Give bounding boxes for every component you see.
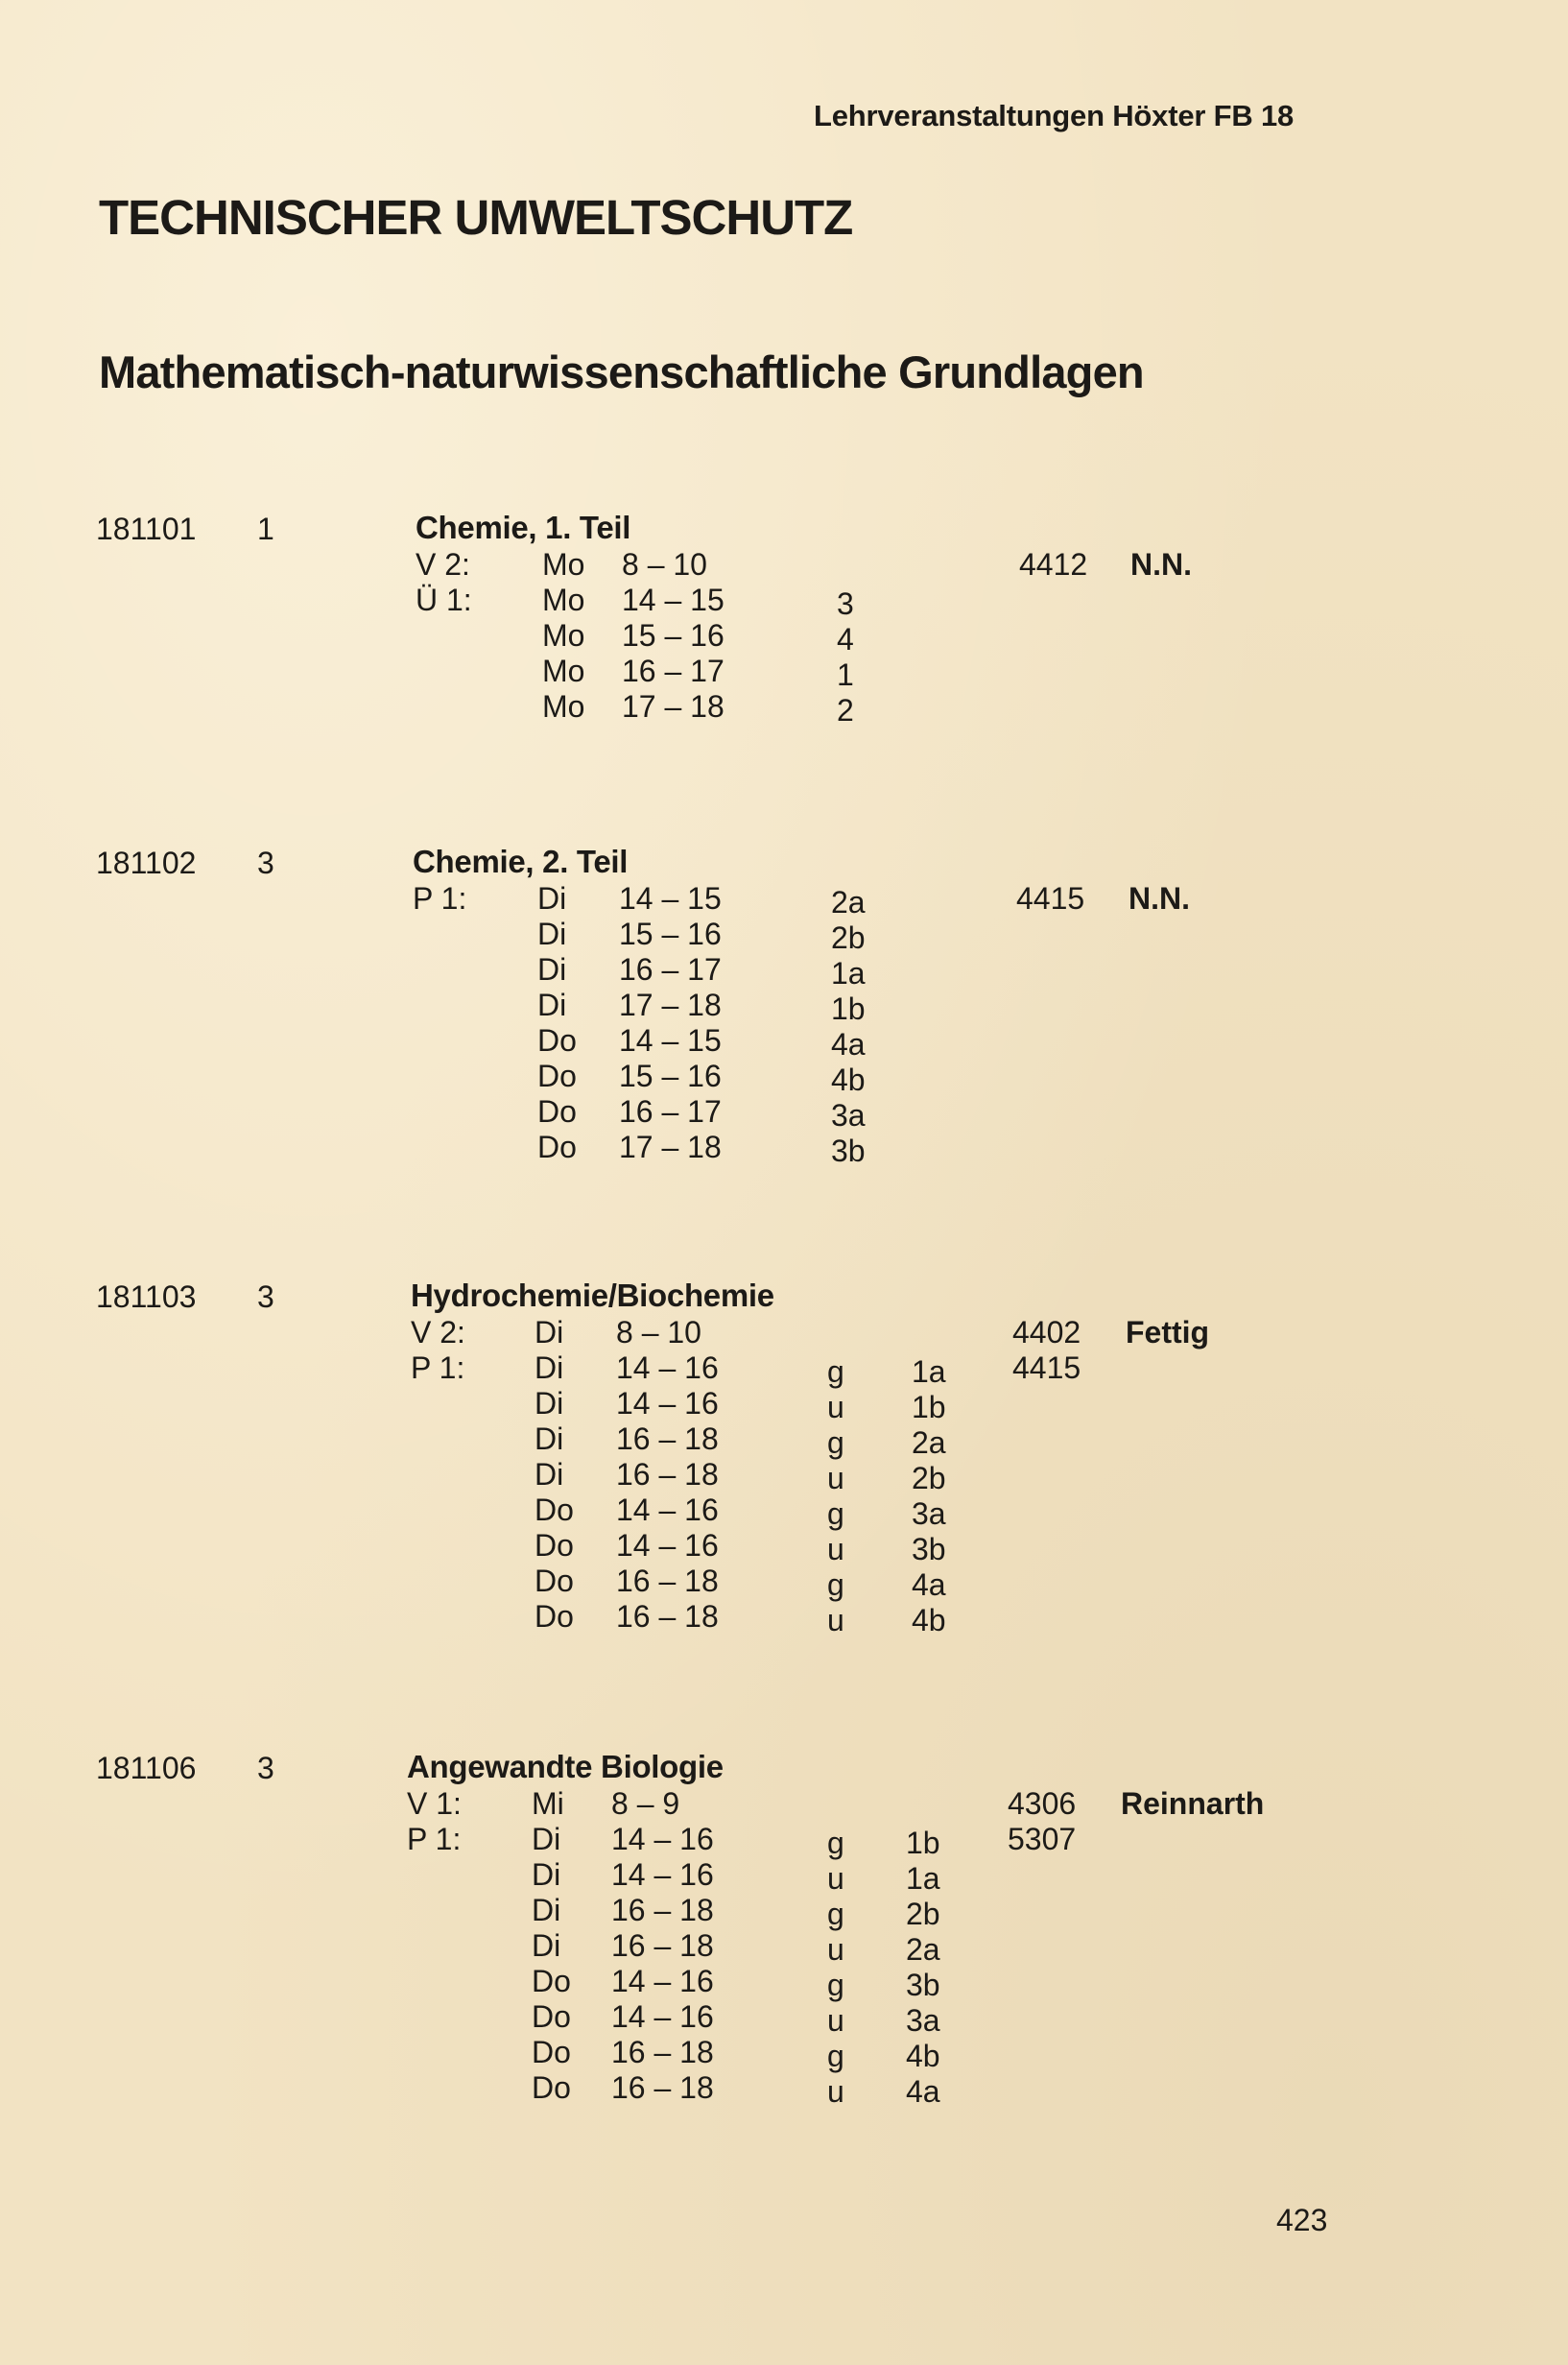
session-day: Do <box>535 1493 574 1527</box>
session-kind: g <box>827 2039 844 2073</box>
session-time: 17 – 18 <box>619 1130 722 1164</box>
session-group: 1a <box>906 1861 940 1896</box>
session-day: Di <box>535 1457 564 1492</box>
session-group: 3a <box>912 1496 946 1531</box>
session-group: 1a <box>831 956 866 991</box>
session-day: Do <box>535 1564 574 1598</box>
course-title: Hydrochemie/Biochemie <box>411 1278 774 1313</box>
course-hours: 1 <box>257 512 274 546</box>
course-number: 181102 <box>96 846 197 880</box>
session-type: V 1: <box>407 1786 462 1821</box>
page-number: 423 <box>1276 2203 1328 2237</box>
section-title: Mathematisch-naturwissenschaftliche Grundlagen <box>99 346 1144 397</box>
session-group: 1b <box>906 1826 940 1860</box>
session-day: Do <box>532 2070 571 2105</box>
room-number: 4402 <box>1012 1315 1081 1350</box>
session-group: 4a <box>906 2074 940 2109</box>
session-day: Do <box>537 1130 577 1164</box>
session-day: Di <box>532 1928 561 1963</box>
running-header: Lehrveranstaltungen Höxter FB 18 <box>814 99 1295 132</box>
session-time: 16 – 17 <box>622 654 725 688</box>
session-day: Di <box>535 1350 564 1385</box>
session-day: Di <box>535 1421 564 1456</box>
session-day: Do <box>532 2035 571 2069</box>
lecturer-name: N.N. <box>1128 881 1190 916</box>
session-group: 4b <box>912 1603 946 1637</box>
session-day: Di <box>537 881 567 916</box>
session-day: Do <box>537 1023 577 1058</box>
course-hours: 3 <box>257 1279 274 1314</box>
session-day: Di <box>532 1822 561 1856</box>
session-type: P 1: <box>407 1822 462 1856</box>
session-kind: u <box>827 2074 844 2109</box>
session-day: Di <box>535 1315 564 1350</box>
session-day: Di <box>537 917 567 951</box>
session-kind: g <box>827 1425 844 1460</box>
session-time: 14 – 16 <box>611 1964 714 1998</box>
course-title: Angewandte Biologie <box>407 1749 724 1784</box>
session-kind: g <box>827 1567 844 1602</box>
session-kind: g <box>827 1826 844 1860</box>
session-time: 16 – 17 <box>619 952 722 987</box>
session-kind: u <box>827 1861 844 1896</box>
session-type: V 2: <box>416 547 470 582</box>
session-day: Do <box>532 1964 571 1998</box>
room-number: 4306 <box>1008 1786 1077 1821</box>
session-group: 3a <box>906 2003 940 2038</box>
session-time: 14 – 15 <box>622 583 725 617</box>
session-day: Di <box>537 988 567 1022</box>
session-type: P 1: <box>411 1350 465 1385</box>
session-kind: u <box>827 1532 844 1566</box>
session-day: Do <box>537 1094 577 1129</box>
session-time: 16 – 18 <box>611 1928 714 1963</box>
session-kind: u <box>827 1390 844 1424</box>
session-time: 14 – 15 <box>619 881 722 916</box>
session-day: Di <box>537 952 567 987</box>
session-group: 2b <box>906 1897 940 1931</box>
session-time: 14 – 15 <box>619 1023 722 1058</box>
session-time: 15 – 16 <box>619 917 722 951</box>
session-day: Do <box>532 1999 571 2034</box>
session-time: 14 – 16 <box>616 1493 719 1527</box>
session-time: 14 – 16 <box>611 1999 714 2034</box>
session-group: 2b <box>912 1461 946 1495</box>
session-time: 15 – 16 <box>619 1059 722 1093</box>
lecturer-name: N.N. <box>1130 547 1192 582</box>
session-kind: u <box>827 1603 844 1637</box>
session-time: 16 – 18 <box>611 2070 714 2105</box>
session-time: 16 – 18 <box>616 1421 719 1456</box>
session-group: 3b <box>912 1532 946 1566</box>
course-number: 181101 <box>96 512 197 546</box>
session-group: 2 <box>837 693 854 728</box>
session-group: 4b <box>831 1063 866 1097</box>
session-kind: u <box>827 1461 844 1495</box>
session-time: 17 – 18 <box>622 689 725 724</box>
session-day: Mo <box>542 654 585 688</box>
session-time: 16 – 18 <box>611 1893 714 1927</box>
course-hours: 3 <box>257 846 274 880</box>
course-number: 181106 <box>96 1751 197 1785</box>
session-day: Di <box>535 1386 564 1421</box>
session-time: 16 – 17 <box>619 1094 722 1129</box>
session-group: 1a <box>912 1354 946 1389</box>
session-group: 3b <box>906 1968 940 2002</box>
lecturer-name: Fettig <box>1126 1315 1210 1350</box>
session-day: Mi <box>532 1786 564 1821</box>
session-kind: g <box>827 1354 844 1389</box>
session-group: 1 <box>837 657 854 692</box>
session-group: 1b <box>831 991 866 1026</box>
session-type: Ü 1: <box>416 583 472 617</box>
session-time: 16 – 18 <box>616 1457 719 1492</box>
session-group: 1b <box>912 1390 946 1424</box>
session-day: Do <box>535 1528 574 1563</box>
session-day: Di <box>532 1857 561 1892</box>
session-time: 8 – 9 <box>611 1786 680 1821</box>
room-number: 4412 <box>1019 547 1088 582</box>
course-number: 181103 <box>96 1279 197 1314</box>
session-day: Mo <box>542 547 585 582</box>
session-day: Mo <box>542 618 585 653</box>
session-day: Mo <box>542 689 585 724</box>
course-title: Chemie, 2. Teil <box>413 844 629 879</box>
session-kind: g <box>827 1897 844 1931</box>
session-group: 4 <box>837 622 854 657</box>
session-kind: g <box>827 1968 844 2002</box>
session-type: P 1: <box>413 881 467 916</box>
session-group: 3b <box>831 1134 866 1168</box>
session-time: 15 – 16 <box>622 618 725 653</box>
session-type: V 2: <box>411 1315 465 1350</box>
session-group: 3 <box>837 586 854 621</box>
session-day: Do <box>537 1059 577 1093</box>
session-time: 14 – 16 <box>616 1528 719 1563</box>
session-group: 3a <box>831 1098 866 1133</box>
room-number: 5307 <box>1008 1822 1077 1856</box>
session-day: Mo <box>542 583 585 617</box>
session-group: 2a <box>912 1425 946 1460</box>
session-time: 17 – 18 <box>619 988 722 1022</box>
session-kind: u <box>827 1932 844 1967</box>
lecturer-name: Reinnarth <box>1121 1786 1265 1821</box>
session-day: Di <box>532 1893 561 1927</box>
session-group: 4a <box>912 1567 946 1602</box>
session-time: 8 – 10 <box>616 1315 701 1350</box>
page-title: TECHNISCHER UMWELTSCHUTZ <box>99 190 853 245</box>
course-title: Chemie, 1. Teil <box>416 510 631 545</box>
session-group: 4b <box>906 2039 940 2073</box>
session-group: 2a <box>831 885 866 920</box>
session-time: 14 – 16 <box>616 1350 719 1385</box>
session-kind: u <box>827 2003 844 2038</box>
session-time: 14 – 16 <box>611 1857 714 1892</box>
session-time: 16 – 18 <box>611 2035 714 2069</box>
session-time: 14 – 16 <box>611 1822 714 1856</box>
session-time: 16 – 18 <box>616 1599 719 1634</box>
session-time: 16 – 18 <box>616 1564 719 1598</box>
session-time: 8 – 10 <box>622 547 707 582</box>
room-number: 4415 <box>1016 881 1085 916</box>
room-number: 4415 <box>1012 1350 1081 1385</box>
session-group: 2b <box>831 920 866 955</box>
session-group: 2a <box>906 1932 940 1967</box>
session-kind: g <box>827 1496 844 1531</box>
session-group: 4a <box>831 1027 866 1062</box>
session-day: Do <box>535 1599 574 1634</box>
session-time: 14 – 16 <box>616 1386 719 1421</box>
course-hours: 3 <box>257 1751 274 1785</box>
